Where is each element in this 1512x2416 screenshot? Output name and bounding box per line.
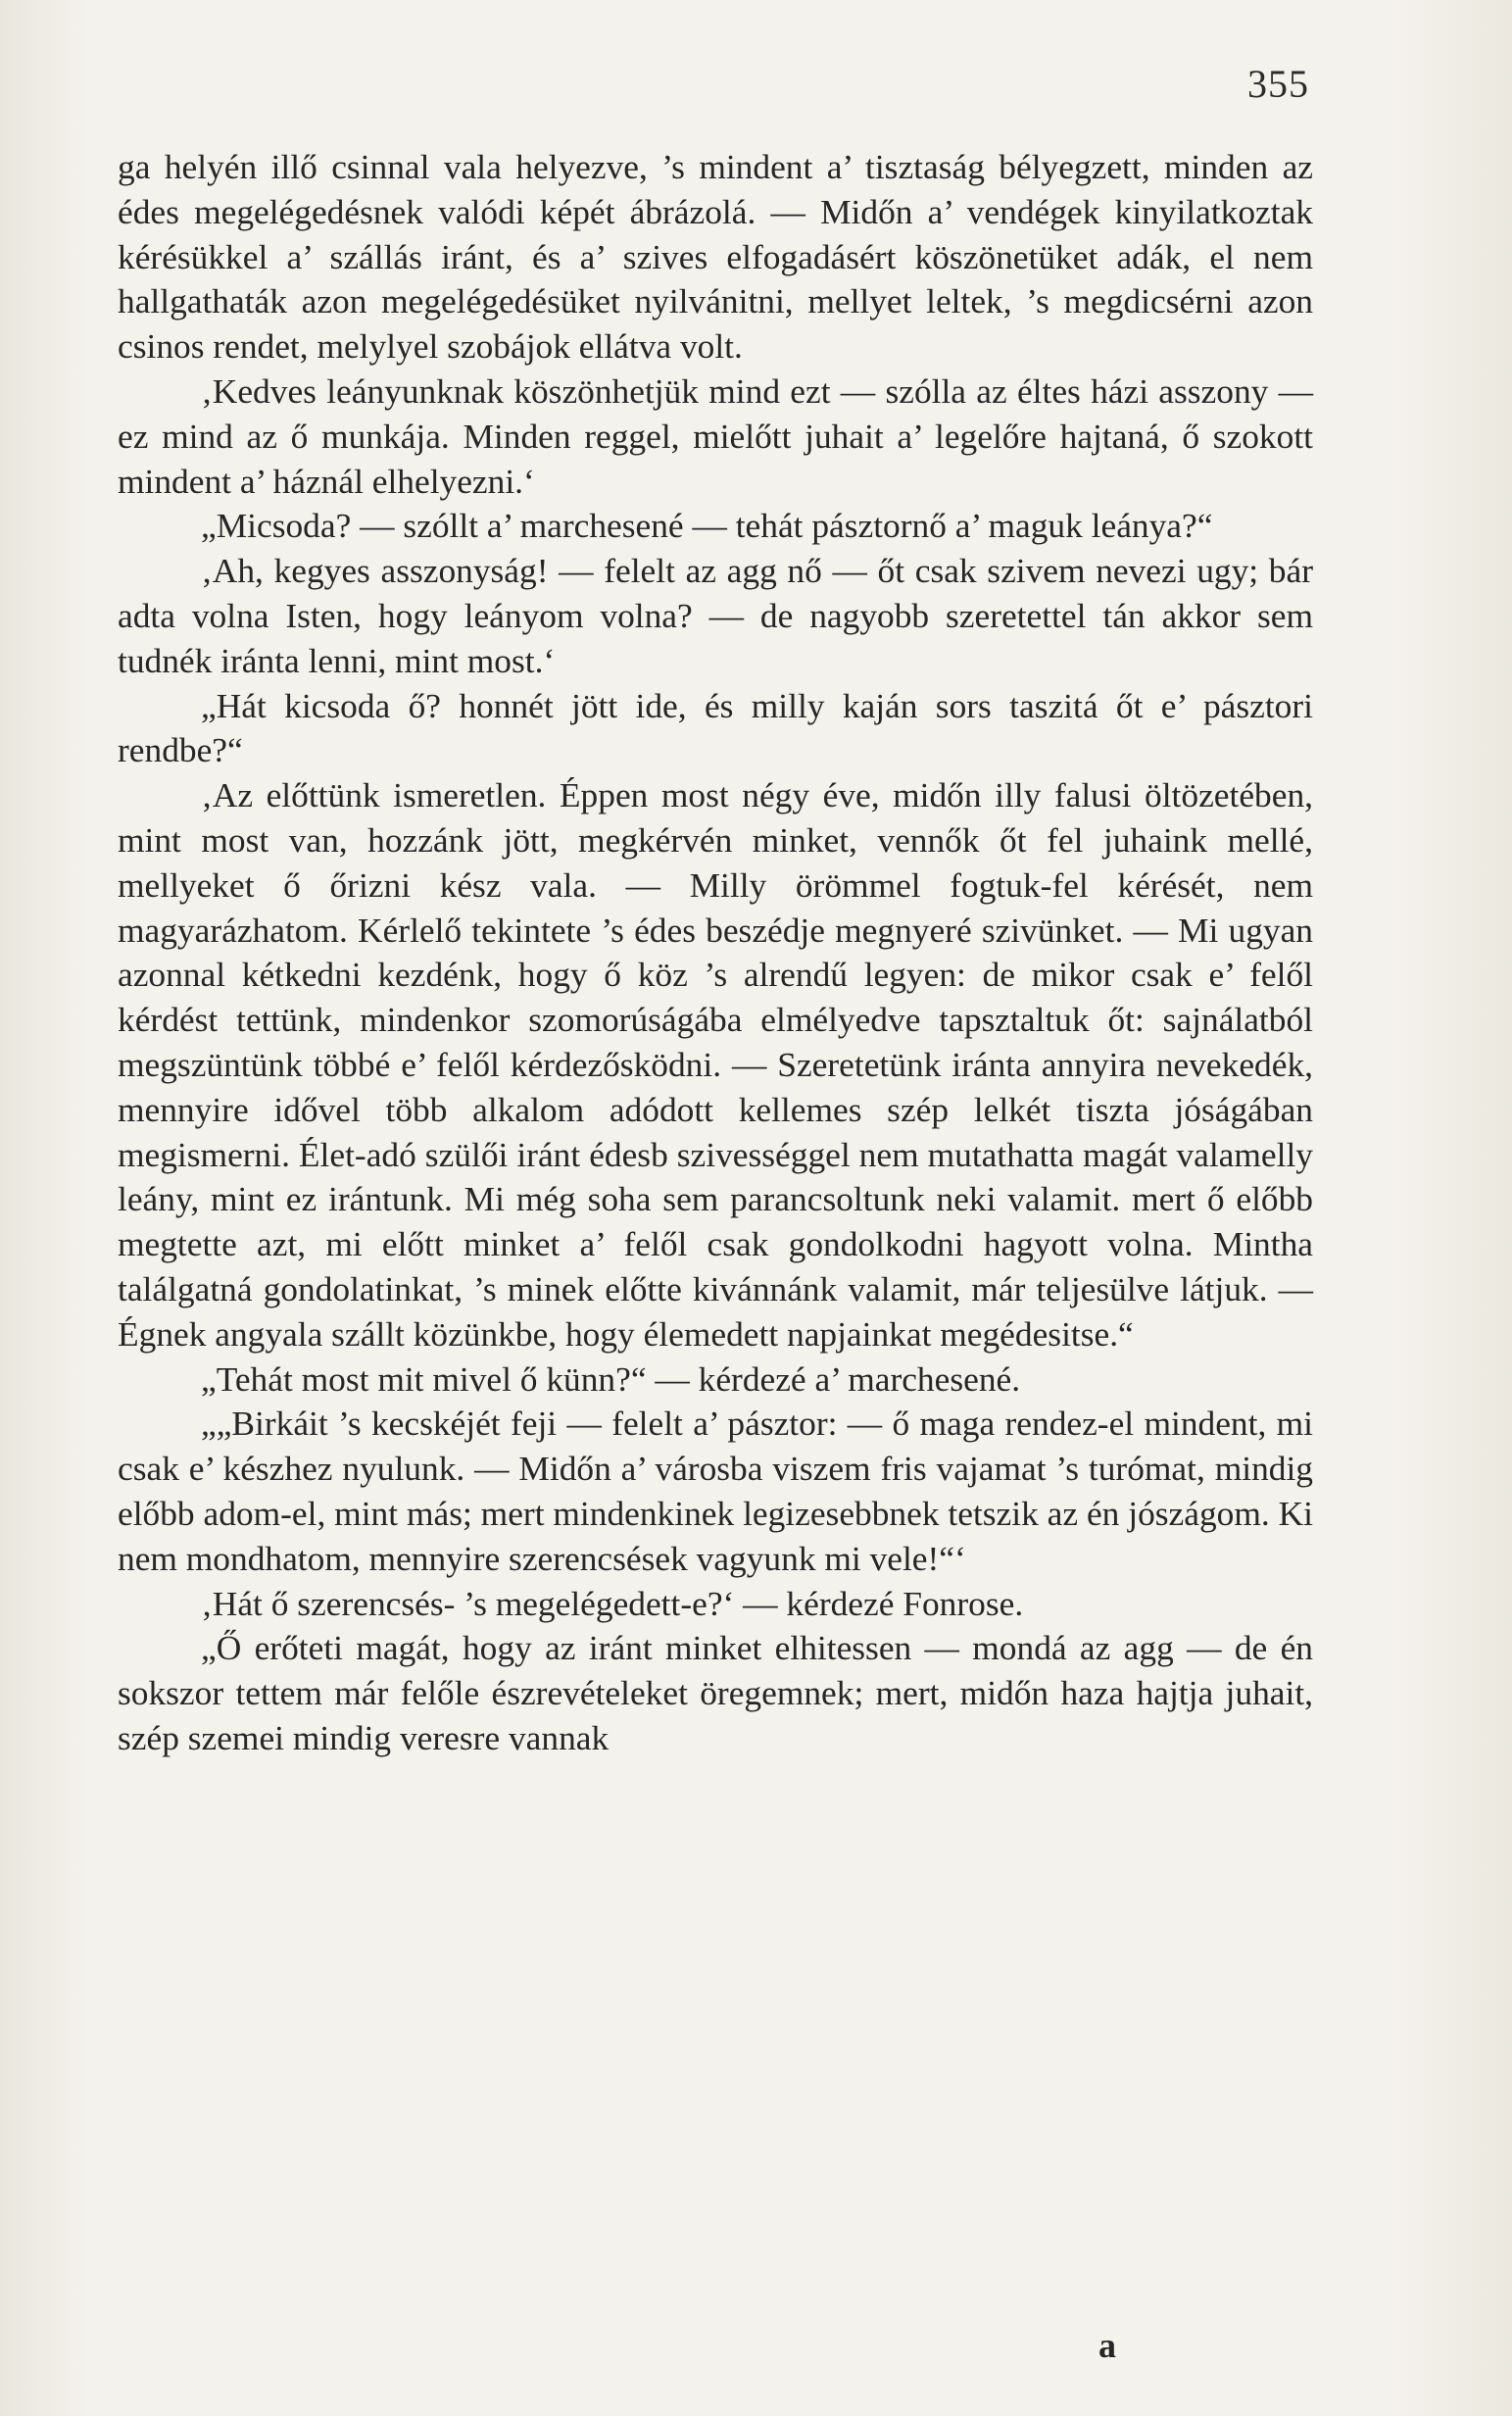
paragraph: ‚Ah, kegyes asszonyság! — felelt az agg nő — őt csak szivem nevezi ugy; bár adta volna Isten, hogy leányom volna? — de nagyobb szeretettel tán akkor sem tudnék iránta lenni, mint most.‘ [118,551,1313,680]
paragraph: „„Birkáit ’s kecskéjét feji — felelt a’ pásztor: — ő maga rendez-el mindent, mi csak e’ készhez nyulunk. — Midőn a’ városba viszem fris vajamat ’s turómat, mindig előbb adom-el, mint más; mert mindenkinek legizesebbnek tetszik az én jószágom. Ki nem mondhatom, mennyire szerencsések vagyunk mi vele!“‘ [118,1404,1313,1578]
page-number: 355 [1247,62,1309,106]
paragraph: „Micsoda? — szóllt a’ marchesené — tehát pásztornő a’ maguk leánya?“ [201,506,1213,546]
body-text [118,145,1313,1761]
paragraph: „Tehát most mit mivel ő künn?“ — kérdezé a’ marchesené. [201,1358,1021,1399]
paragraph: ga helyén illő csinnal vala helyezve, ’s mindent a’ tisztaság bélyegzett, minden az édes megelégedésnek valódi képét ábrázolá. — Midőn a’ vendégek kinyilatkoztak kérésükkel a’ szállás iránt, és a’ szives elfogadásért köszönetüket adák, el nem hallgathaták azon megelégedésüket nyilvánitni, mellyet leltek, ’s megdicsérni azon csinos rendet, melylyel szobájok ellátva volt. [118,147,1313,367]
paragraph: ‚Az előttünk ismeretlen. Éppen most négy éve, midőn illy falusi öltözetében, mint most van, hozzánk jött, megkérvén minket, vennők őt fel juhaink mellé, mellyeket ő őrizni kész vala. — Milly örömmel fogtuk-fel kérését, nem magyarázhatom. Kérlelő tekintete ’s édes beszédje megnyeré szivünket. — Mi ugyan azonnal kétkedni kezdénk, hogy ő köz ’s alrendű legyen: de mikor csak e’ felől kérdést tettünk, mindenkor szomorúságába elmélyedve tapsztaltuk őt: sajnálatból megszüntünk többé e’ felől kérdezősködni. — Szeretetünk iránta annyira nevekedék, mennyire idővel több alkalom adódott kellemes szép lelkét tiszta jóságában megismerni. Élet-adó szülői iránt édesb szivességgel nem mutathatta magát valamelly leány, mint ez irántunk. Mi még soha sem parancsoltunk neki valamit. mert ő előbb megtette azt, mi előtt minket a’ felől csak gondolkodni hagyott volna. Mintha találgatná gondolatinkat, ’s minek előtte kivánnánk valamit, már teljesülve látjuk. — Égnek angyala szállt közünkbe, hogy élemedett napjainkat megédesitse.“ [118,775,1313,1354]
paragraph: „Hát kicsoda ő? honnét jött ide, és milly kaján sors taszitá őt e’ pásztori rendbe?“ [118,685,1313,770]
paragraph: „Ő erőteti magát, hogy az iránt minket elhitessen — mondá az agg — de én sokszor tettem már felőle észrevételeket öregemnek; mert, midőn haza hajtja juhait, szép szemei mindig veresre vannak [118,1628,1313,1757]
paragraph: ‚Hát ő szerencsés- ’s megelégedett-e?‘ — kérdezé Fonrose. [201,1583,1024,1623]
catchword: a [1098,2326,1116,2365]
paragraph: ‚Kedves leányunknak köszönhetjük mind ezt — szólla az éltes házi asszony — ez mind az ő munkája. Minden reggel, mielőtt juhait a’ legelőre hajtaná, ő szokott mindent a’ háznál elhelyezni.‘ [118,370,1313,501]
